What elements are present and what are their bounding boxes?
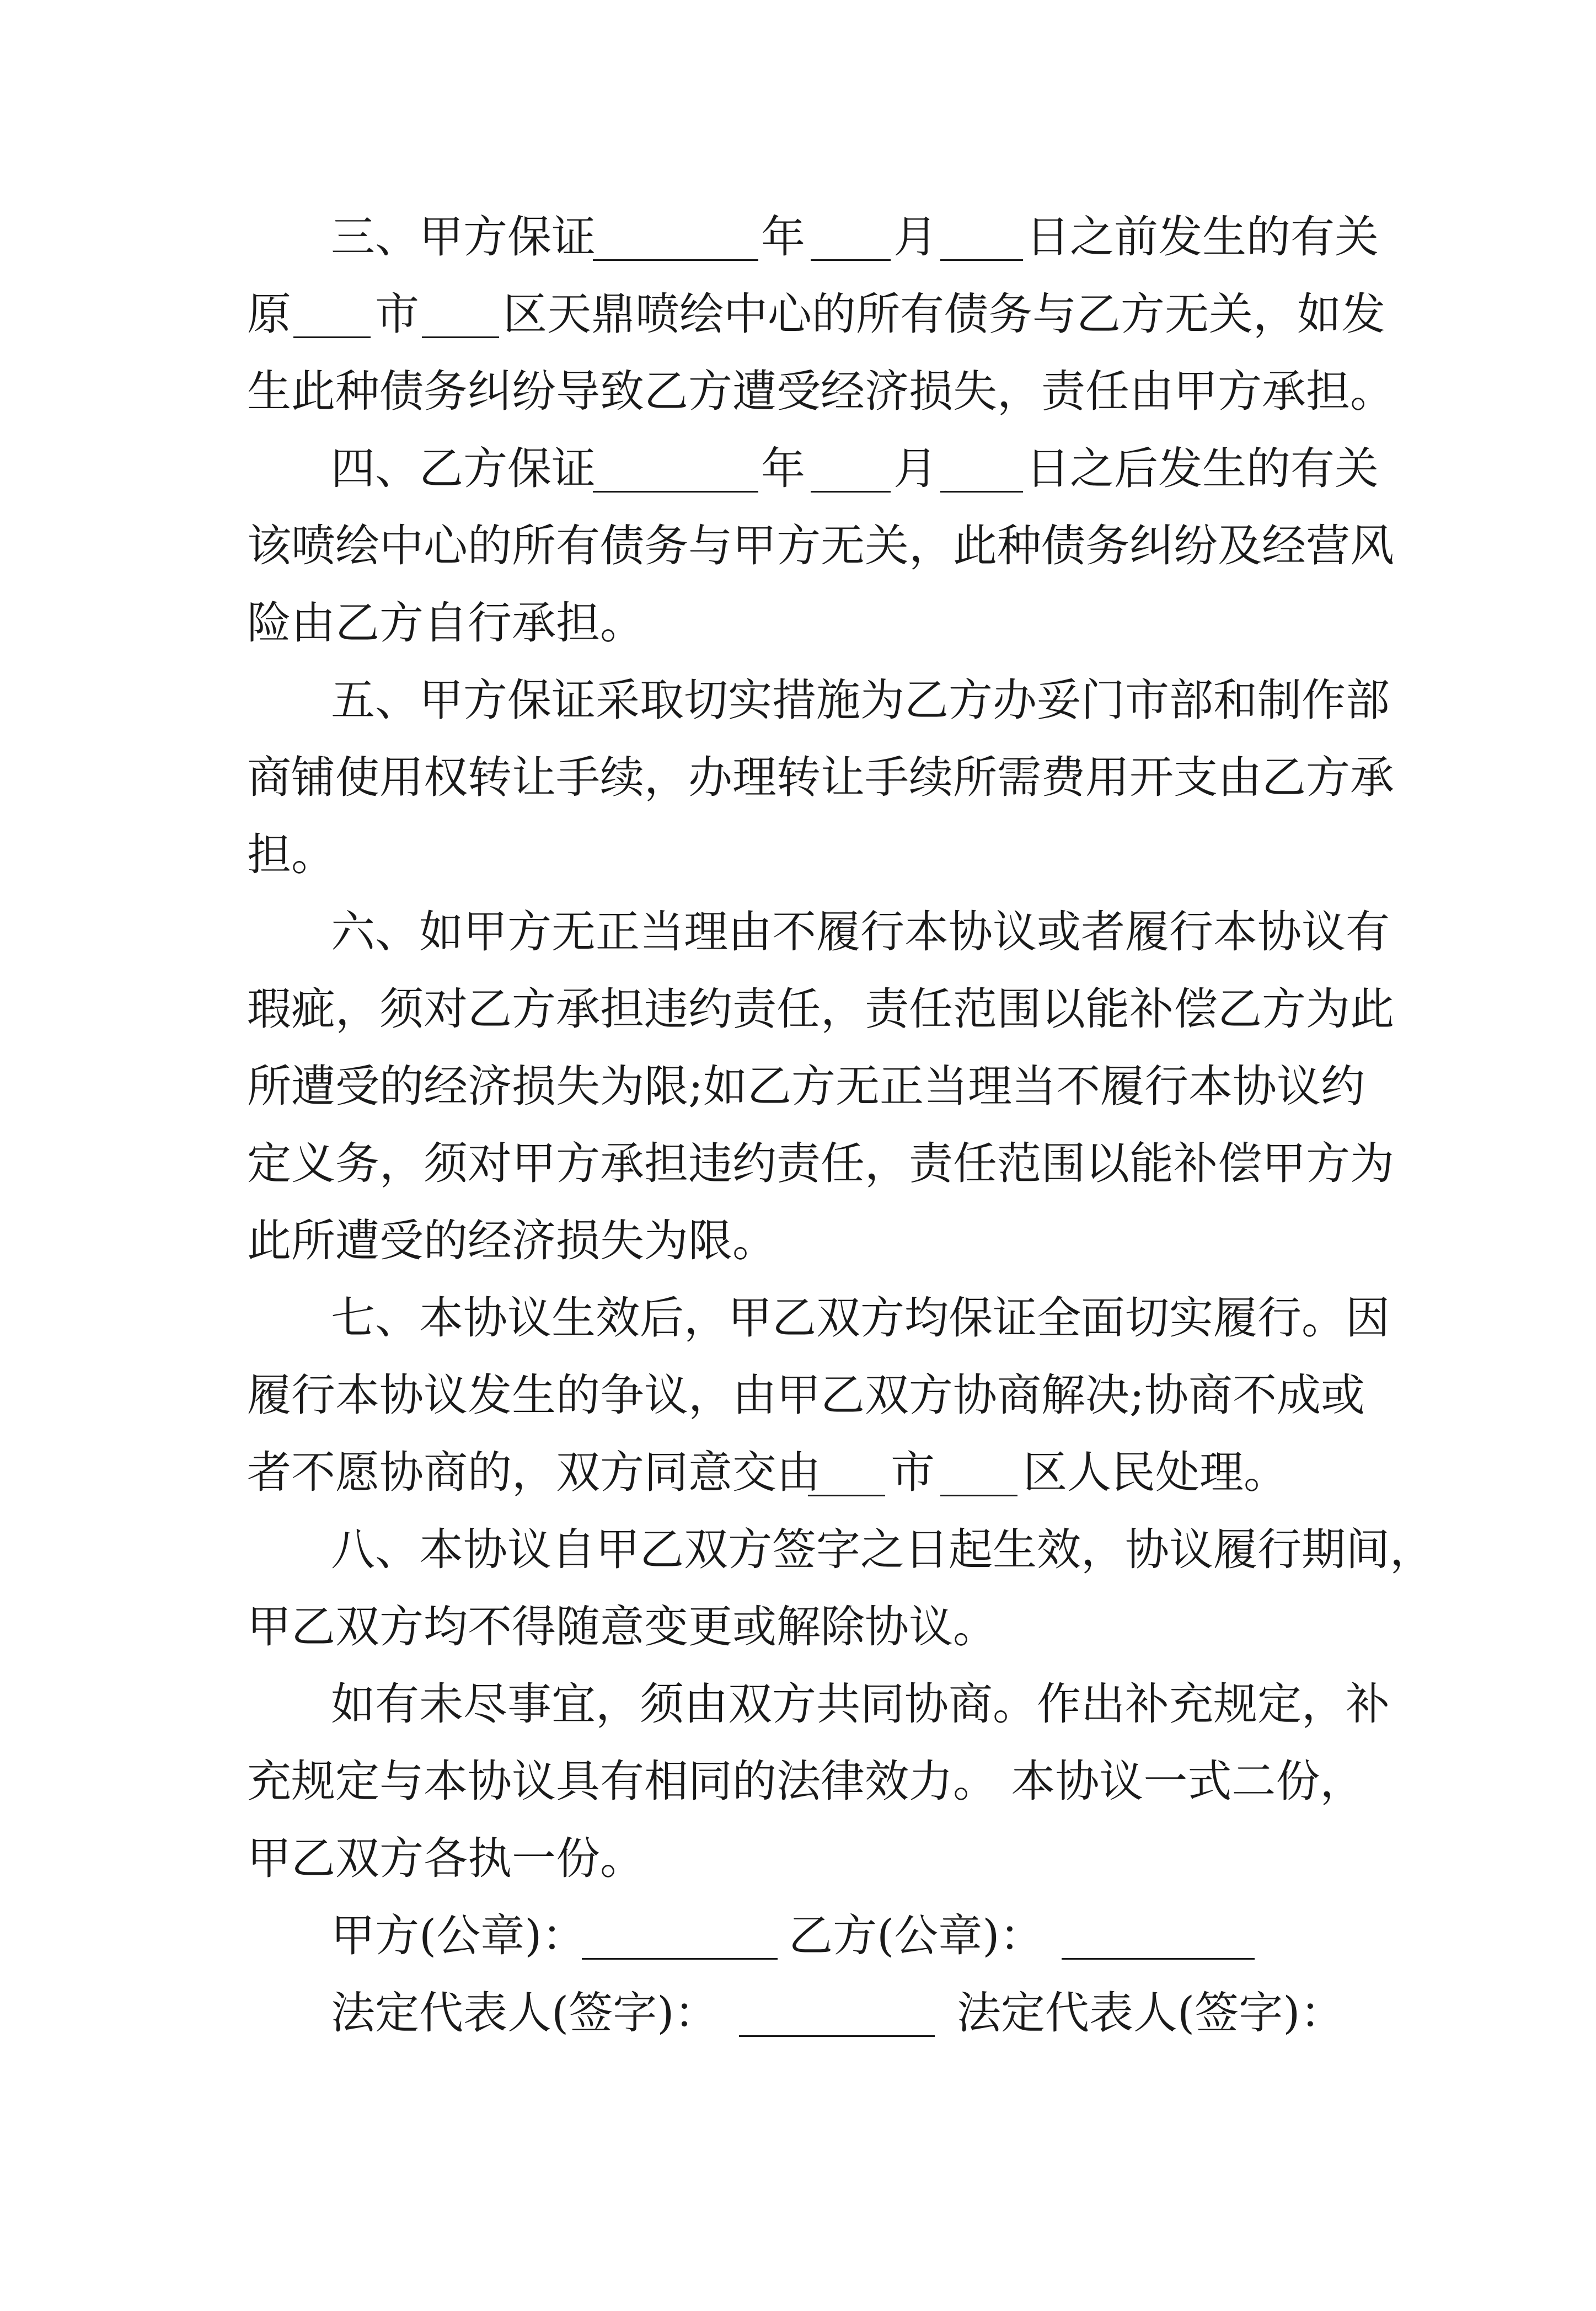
- rep-a-blank: [739, 2035, 935, 2037]
- blank-district: [940, 1495, 1017, 1496]
- clause-text: 五、甲方保证采取切实措施为乙方办妥门市部和制作部: [331, 675, 1390, 726]
- clause-3-line-2: [0, 281, 1596, 347]
- supplement-line-3: [0, 1826, 1596, 1892]
- clause-text: 三、甲方保证: [331, 211, 596, 263]
- party-b-seal-blank: [1062, 1958, 1255, 1960]
- clause-text: 瑕疵，须对乙方承担违约责任，责任范围以能补偿乙方为此: [247, 983, 1394, 1035]
- blank-year: [593, 259, 758, 261]
- month-label: 月: [893, 443, 938, 494]
- clause-text: 甲乙双方各执一份。: [247, 1833, 644, 1884]
- clause-text: 日之前发生的有关: [1026, 211, 1379, 263]
- clause-6-line-4: [0, 1131, 1596, 1197]
- rep-b-label: 法定代表人(签字)：: [957, 1987, 1345, 2039]
- blank-year: [593, 491, 758, 493]
- party-a-seal-label: 甲方(公章)：: [331, 1910, 586, 1961]
- clause-8-line-2: [0, 1594, 1596, 1660]
- supplement-line-1: [0, 1671, 1596, 1737]
- seal-line: [0, 1903, 1596, 1969]
- clause-text: 商铺使用权转让手续，办理转让手续所需费用开支由乙方承: [247, 752, 1394, 803]
- clause-6-line-1: [0, 899, 1596, 965]
- clause-text: 日之后发生的有关: [1026, 443, 1379, 494]
- clause-7-line-1: [0, 1285, 1596, 1351]
- supplement-line-2: [0, 1748, 1596, 1815]
- clause-7-line-2: [0, 1362, 1596, 1429]
- blank-month: [811, 259, 891, 261]
- clause-text: 区天鼎喷绘中心的所有债务与乙方无关，如发: [503, 288, 1385, 340]
- city-label: 市: [375, 288, 419, 340]
- blank-day: [940, 491, 1023, 493]
- clause-text: 者不愿协商的，双方同意交由: [247, 1447, 821, 1498]
- clause-text: 如有未尽事宜，须由双方共同协商。作出补充规定，补: [331, 1678, 1390, 1730]
- clause-text: 险由乙方自行承担。: [247, 597, 644, 649]
- clause-text: 担。: [247, 829, 335, 880]
- clause-6-line-2: [0, 976, 1596, 1042]
- rep-a-label: 法定代表人(签字)：: [331, 1987, 719, 2039]
- clause-5-line-3: [0, 822, 1596, 888]
- year-label: 年: [761, 211, 805, 263]
- clause-text: 履行本协议发生的争议，由甲乙双方协商解决;协商不成或: [247, 1370, 1365, 1421]
- clause-3-line-3: [0, 359, 1596, 425]
- clause-text: 定义务，须对甲方承担违约责任，责任范围以能补偿甲方为: [247, 1138, 1394, 1189]
- representative-line: [0, 1980, 1596, 2046]
- blank-city: [808, 1495, 885, 1496]
- month-label: 月: [893, 211, 938, 263]
- clause-text: 八、本协议自甲乙双方签字之日起生效，协议履行期间，: [331, 1524, 1434, 1575]
- clause-4-line-2: [0, 513, 1596, 579]
- clause-6-line-3: [0, 1053, 1596, 1120]
- clause-text: 此所遭受的经济损失为限。: [247, 1215, 776, 1266]
- clause-text: 所遭受的经济损失为限;如乙方无正当理当不履行本协议约: [247, 1061, 1365, 1112]
- clause-text: 甲乙双方均不得随意变更或解除协议。: [247, 1601, 997, 1652]
- clause-4-line-1: [0, 436, 1596, 502]
- clause-text: 充规定与本协议具有相同的法律效力。 本协议一式二份，: [247, 1756, 1364, 1807]
- blank-district: [422, 336, 499, 338]
- city-label: 市: [891, 1447, 935, 1498]
- clause-text: 生此种债务纠纷导致乙方遭受经济损失，责任由甲方承担。: [247, 366, 1394, 417]
- clause-5-line-1: [0, 667, 1596, 734]
- year-label: 年: [761, 443, 805, 494]
- clause-text: 四、乙方保证: [331, 443, 596, 494]
- clause-6-line-5: [0, 1208, 1596, 1274]
- clause-text: 七、本协议生效后，甲乙双方均保证全面切实履行。因: [331, 1292, 1390, 1344]
- blank-month: [811, 491, 891, 493]
- clause-text: 原: [247, 288, 291, 340]
- party-b-seal-label: 乙方(公章)：: [789, 1910, 1044, 1961]
- clause-text: 六、如甲方无正当理由不履行本协议或者履行本协议有: [331, 906, 1390, 957]
- clause-text: 区人民处理。: [1023, 1447, 1288, 1498]
- party-a-seal-blank: [582, 1958, 778, 1960]
- blank-day: [940, 259, 1023, 261]
- clause-8-line-1: [0, 1517, 1596, 1583]
- blank-city: [293, 336, 371, 338]
- clause-text: 该喷绘中心的所有债务与甲方无关，此种债务纠纷及经营风: [247, 520, 1394, 571]
- clause-3-line-1: [0, 204, 1596, 270]
- clause-7-line-3: [0, 1440, 1596, 1506]
- clause-5-line-2: [0, 745, 1596, 811]
- clause-4-line-3: [0, 590, 1596, 656]
